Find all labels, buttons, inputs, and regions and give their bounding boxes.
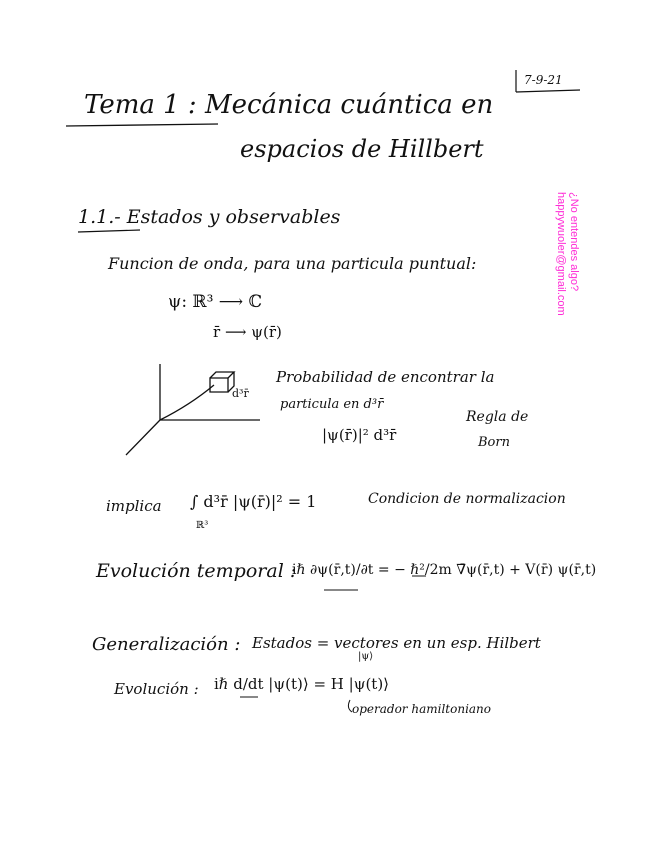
evolution-equation: iℏ d/dt |ψ(t)⟩ = H |ψ(t)⟩ [214, 675, 390, 693]
email-address: happywuoler@gmail.com [555, 192, 568, 316]
hamiltonian-operator-note: operador hamiltoniano [352, 702, 492, 716]
page-title: Tema 1 : Mecánica cuántica en [84, 90, 494, 120]
page-title-continued: espacios de Hillbert [240, 135, 484, 163]
date: 7-9-21 [524, 73, 563, 87]
probability-text-2: particula en d³r̄ [280, 397, 384, 412]
email-text [555, 192, 580, 322]
axis-x [126, 420, 160, 455]
normalization-integral: ∫ d³r̄ |ψ(r̄)|² = 1 [190, 492, 317, 511]
mapping-line-1: ψ: ℝ³ ⟶ ℂ [168, 292, 263, 312]
implies-text: implica [106, 497, 162, 515]
normalization-label: Condicion de normalizacion [368, 491, 566, 507]
mapping-line-2: r̄ ⟶ ψ(r̄) [213, 323, 282, 341]
probability-formula: |ψ(r̄)|² d³r̄ [322, 426, 397, 444]
axes-diagram [126, 364, 260, 455]
email-question: ¿No entendes algo? [568, 192, 580, 292]
title-underline [66, 124, 218, 126]
position-vector [160, 385, 214, 420]
evolution-label: Evolución : [114, 680, 199, 698]
generalization-text: Estados = vectores en un esp. Hilbert [252, 634, 541, 652]
volume-label: d³r̄ [232, 387, 249, 400]
generalization-label: Generalización : [92, 634, 241, 655]
email-watermark [555, 192, 580, 322]
integral-domain: ℝ³ [196, 520, 209, 531]
wavefunction-text: Funcion de onda, para una particula puntual: [108, 254, 477, 273]
born-rule-label-1: Regla de [466, 409, 529, 425]
section-heading: 1.1.- Estados y observables [78, 206, 341, 228]
section-underline [78, 230, 140, 232]
probability-text-1: Probabilidad de encontrar la [276, 368, 495, 386]
schrodinger-equation: iℏ ∂ψ(r̄,t)/∂t = − ℏ²/2m ∇̄ψ(r̄,t) + V(r̄) ψ(r̄,t) [292, 562, 597, 578]
born-rule-label-2: Born [478, 435, 510, 450]
time-evolution-label: Evolución temporal : [96, 560, 297, 582]
volume-box [210, 372, 234, 392]
ket-label: |ψ⟩ [358, 651, 374, 662]
